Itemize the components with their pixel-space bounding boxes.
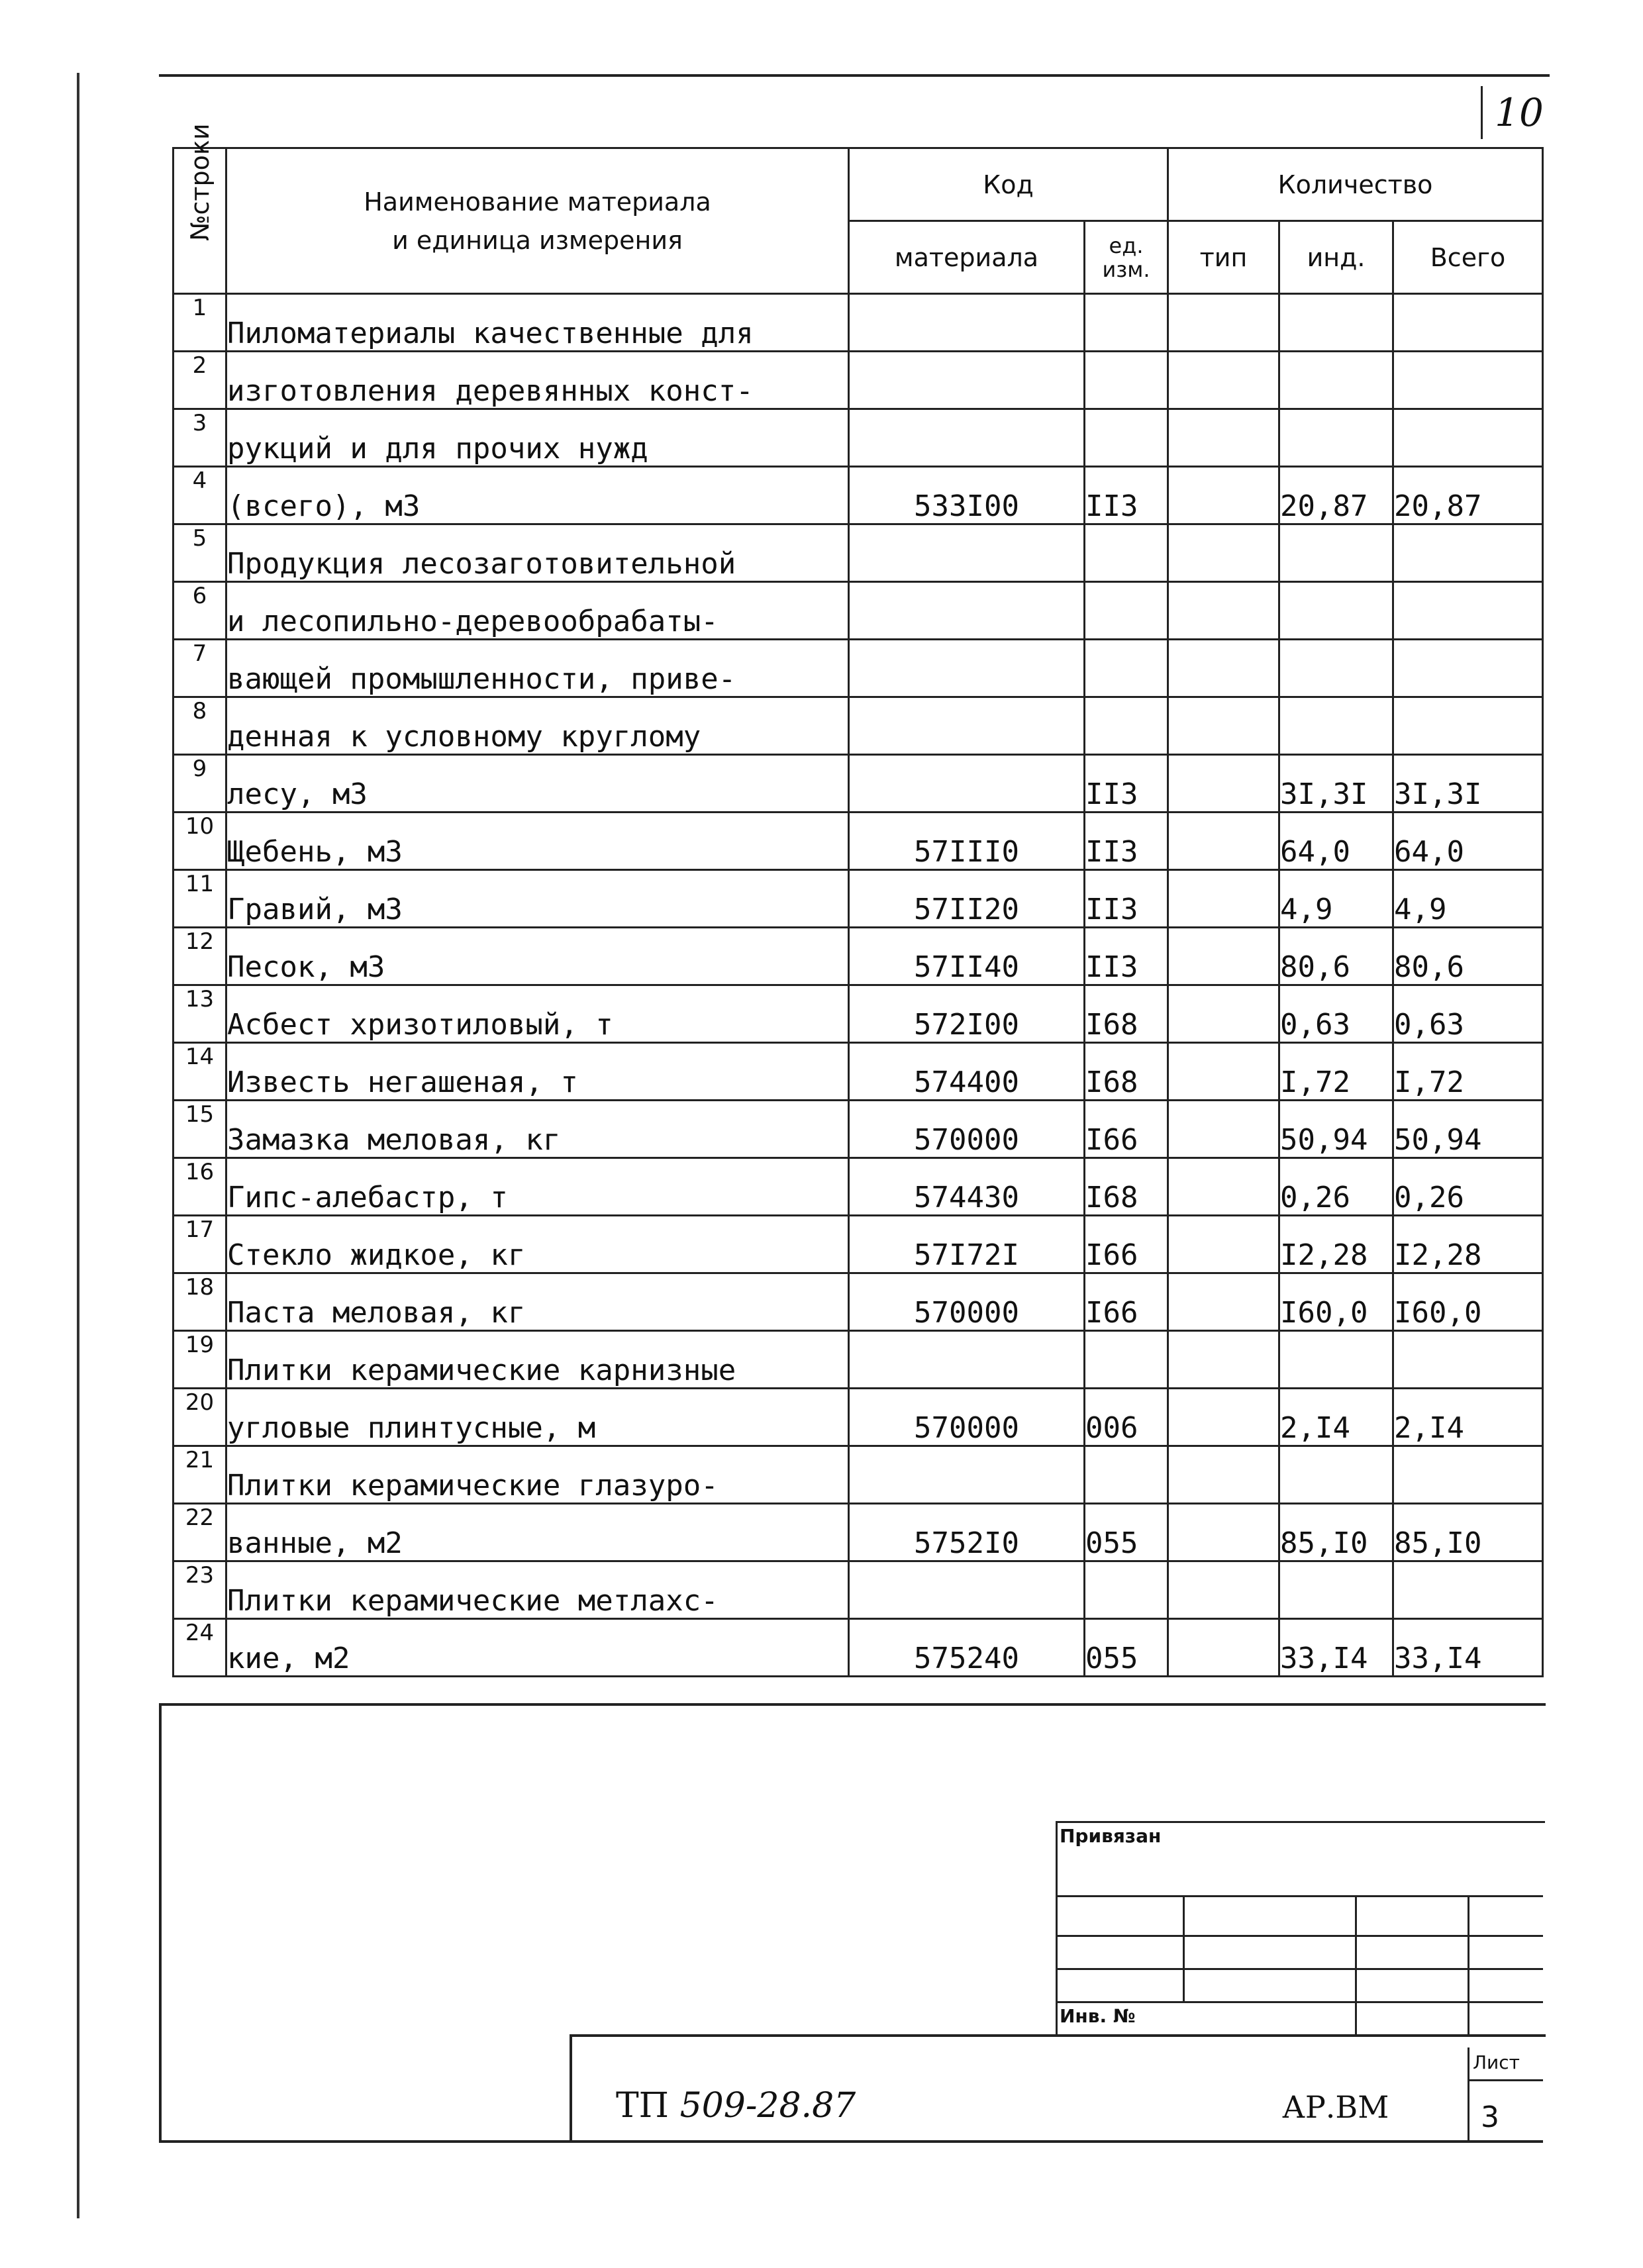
material-code (849, 524, 1085, 582)
qty-type (1168, 1331, 1279, 1389)
qty-ind (1279, 352, 1393, 409)
material-code: 574430 (849, 1158, 1085, 1216)
unit-code (1085, 697, 1168, 755)
row-number: 19 (174, 1331, 226, 1389)
row-number: 7 (174, 640, 226, 697)
qty-total: 80,6 (1393, 928, 1543, 985)
material-name: Пиломатериалы качественные для (226, 294, 849, 352)
unit-code: II3 (1085, 755, 1168, 813)
unit-code (1085, 1331, 1168, 1389)
material-code: 57III0 (849, 813, 1085, 870)
qty-ind: 50,94 (1279, 1101, 1393, 1158)
qty-type (1168, 467, 1279, 524)
qty-total: I60,0 (1393, 1273, 1543, 1331)
row-number: 4 (174, 467, 226, 524)
qty-type (1168, 582, 1279, 640)
material-code: 574400 (849, 1043, 1085, 1101)
qty-ind: 0,26 (1279, 1158, 1393, 1216)
row-number: 21 (174, 1446, 226, 1504)
table-row (174, 294, 1543, 352)
row-number: 8 (174, 697, 226, 755)
row-number: 10 (174, 813, 226, 870)
sheet-number: 3 (1481, 2100, 1499, 2134)
qty-total: I,72 (1393, 1043, 1543, 1101)
table-row (174, 1158, 1543, 1216)
material-name: (всего), м3 (226, 467, 849, 524)
stamp-line (1183, 1895, 1185, 2001)
unit-code (1085, 524, 1168, 582)
table-row (174, 582, 1543, 640)
material-code: 575240 (849, 1619, 1085, 1677)
qty-total (1393, 640, 1543, 697)
material-code (849, 294, 1085, 352)
material-code: 5752I0 (849, 1504, 1085, 1561)
material-code (849, 640, 1085, 697)
material-name: Гравий, м3 (226, 870, 849, 928)
qty-type (1168, 294, 1279, 352)
qty-type (1168, 409, 1279, 467)
row-number: 11 (174, 870, 226, 928)
header-code-group: Код (849, 148, 1168, 221)
unit-code: 006 (1085, 1389, 1168, 1446)
material-code: 57II40 (849, 928, 1085, 985)
table-row (174, 1561, 1543, 1619)
qty-total (1393, 1561, 1543, 1619)
table-row (174, 352, 1543, 409)
material-name: Продукция лесозаготовительной (226, 524, 849, 582)
stamp-line (1355, 1895, 1357, 2034)
qty-ind (1279, 524, 1393, 582)
material-code: 572I00 (849, 985, 1085, 1043)
material-code (849, 1561, 1085, 1619)
qty-type (1168, 1043, 1279, 1101)
qty-ind (1279, 640, 1393, 697)
header-row-no: №строки (174, 148, 226, 294)
sheet-label: Лист (1473, 2051, 1520, 2073)
stamp-bottom-rule (159, 2140, 1543, 2143)
unit-code: I68 (1085, 985, 1168, 1043)
qty-type (1168, 524, 1279, 582)
material-code: 570000 (849, 1389, 1085, 1446)
table-row (174, 1389, 1543, 1446)
unit-code (1085, 582, 1168, 640)
material-name: вающей промышленности, приве- (226, 640, 849, 697)
table-row (174, 1504, 1543, 1561)
header-qty-total: Всего (1393, 221, 1543, 294)
bound-label: Привязан (1060, 1825, 1162, 1847)
qty-type (1168, 1216, 1279, 1273)
stamp-line (1468, 1895, 1469, 2034)
row-number: 13 (174, 985, 226, 1043)
row-number: 2 (174, 352, 226, 409)
qty-type (1168, 1273, 1279, 1331)
header-qty-ind: инд. (1279, 221, 1393, 294)
row-number: 9 (174, 755, 226, 813)
unit-code: II3 (1085, 870, 1168, 928)
header-qty-type: тип (1168, 221, 1279, 294)
unit-code: II3 (1085, 813, 1168, 870)
material-name: Замазка меловая, кг (226, 1101, 849, 1158)
qty-total: 33,I4 (1393, 1619, 1543, 1677)
material-code: 570000 (849, 1273, 1085, 1331)
qty-ind (1279, 1446, 1393, 1504)
unit-code: I66 (1085, 1101, 1168, 1158)
table-row (174, 870, 1543, 928)
table-row (174, 697, 1543, 755)
material-name: ванные, м2 (226, 1504, 849, 1561)
row-number: 6 (174, 582, 226, 640)
table-row (174, 1273, 1543, 1331)
qty-ind: 20,87 (1279, 467, 1393, 524)
unit-code: 055 (1085, 1504, 1168, 1561)
material-name: Плитки керамические метлахс- (226, 1561, 849, 1619)
qty-total (1393, 352, 1543, 409)
row-number: 20 (174, 1389, 226, 1446)
qty-type (1168, 352, 1279, 409)
stamp-line (1056, 2001, 1543, 2003)
top-rule (159, 74, 1550, 77)
row-number: 16 (174, 1158, 226, 1216)
unit-code (1085, 352, 1168, 409)
material-name: Плитки керамические глазуро- (226, 1446, 849, 1504)
table-row (174, 928, 1543, 985)
material-code (849, 755, 1085, 813)
material-code: 533I00 (849, 467, 1085, 524)
qty-ind (1279, 1331, 1393, 1389)
material-code (849, 1331, 1085, 1389)
material-name: угловые плинтусные, м (226, 1389, 849, 1446)
unit-code (1085, 1446, 1168, 1504)
material-name: Гипс-алебастр, т (226, 1158, 849, 1216)
qty-total: 0,63 (1393, 985, 1543, 1043)
qty-ind: 4,9 (1279, 870, 1393, 928)
table-row (174, 524, 1543, 582)
qty-total: 2,I4 (1393, 1389, 1543, 1446)
row-number: 17 (174, 1216, 226, 1273)
material-code (849, 409, 1085, 467)
material-code: 570000 (849, 1101, 1085, 1158)
header-qty-group: Количество (1168, 148, 1543, 221)
material-name: Плитки керамические карнизные (226, 1331, 849, 1389)
unit-code: I66 (1085, 1273, 1168, 1331)
row-number: 3 (174, 409, 226, 467)
material-name: Стекло жидкое, кг (226, 1216, 849, 1273)
unit-code: 055 (1085, 1619, 1168, 1677)
unit-code: II3 (1085, 467, 1168, 524)
material-name: лесу, м3 (226, 755, 849, 813)
qty-type (1168, 1101, 1279, 1158)
table-row (174, 467, 1543, 524)
unit-code (1085, 1561, 1168, 1619)
qty-ind (1279, 582, 1393, 640)
qty-type (1168, 1504, 1279, 1561)
document-code: ТП 509-28.87 (616, 2086, 856, 2126)
qty-total (1393, 524, 1543, 582)
qty-ind: 33,I4 (1279, 1619, 1393, 1677)
table-row (174, 1101, 1543, 1158)
qty-total (1393, 1446, 1543, 1504)
qty-total: 3I,3I (1393, 755, 1543, 813)
qty-type (1168, 985, 1279, 1043)
stamp-line (1056, 1935, 1543, 1937)
qty-ind: 64,0 (1279, 813, 1393, 870)
qty-total (1393, 1331, 1543, 1389)
qty-type (1168, 928, 1279, 985)
qty-ind (1279, 1561, 1393, 1619)
qty-ind (1279, 294, 1393, 352)
material-name: денная к условному круглому (226, 697, 849, 755)
qty-ind: I60,0 (1279, 1273, 1393, 1331)
header-name: Наименование материала и единица измерения (226, 148, 849, 294)
binding-box (1056, 1821, 1545, 2036)
row-number: 23 (174, 1561, 226, 1619)
qty-type (1168, 1619, 1279, 1677)
stamp-line (1468, 2079, 1543, 2081)
qty-total (1393, 697, 1543, 755)
qty-total: 50,94 (1393, 1101, 1543, 1158)
qty-ind: I2,28 (1279, 1216, 1393, 1273)
material-name: рукций и для прочих нужд (226, 409, 849, 467)
table-row (174, 409, 1543, 467)
table-row (174, 1446, 1543, 1504)
qty-type (1168, 697, 1279, 755)
row-number: 12 (174, 928, 226, 985)
material-code: 57I72I (849, 1216, 1085, 1273)
qty-total: 64,0 (1393, 813, 1543, 870)
qty-ind: 0,63 (1279, 985, 1393, 1043)
unit-code: I66 (1085, 1216, 1168, 1273)
material-name: кие, м2 (226, 1619, 849, 1677)
qty-total: 85,I0 (1393, 1504, 1543, 1561)
qty-type (1168, 870, 1279, 928)
table-row (174, 755, 1543, 813)
materials-table (172, 123, 1544, 1677)
header-code-unit: ед. изм. (1085, 221, 1168, 294)
material-name: и лесопильно-деревообрабаты- (226, 582, 849, 640)
qty-type (1168, 1389, 1279, 1446)
qty-type (1168, 755, 1279, 813)
qty-ind: 2,I4 (1279, 1389, 1393, 1446)
table-row (174, 1619, 1543, 1677)
qty-type (1168, 1446, 1279, 1504)
unit-code (1085, 409, 1168, 467)
qty-type (1168, 1158, 1279, 1216)
header-code-material: материала (849, 221, 1085, 294)
qty-ind: 85,I0 (1279, 1504, 1393, 1561)
material-name: изготовления деревянных конст- (226, 352, 849, 409)
qty-ind (1279, 409, 1393, 467)
qty-total (1393, 582, 1543, 640)
material-code (849, 352, 1085, 409)
row-number: 1 (174, 294, 226, 352)
qty-type (1168, 640, 1279, 697)
inventory-label: Инв. № (1060, 2005, 1136, 2027)
qty-type (1168, 1561, 1279, 1619)
row-number: 22 (174, 1504, 226, 1561)
qty-ind: 80,6 (1279, 928, 1393, 985)
material-name: Песок, м3 (226, 928, 849, 985)
unit-code: II3 (1085, 928, 1168, 985)
material-code: 57II20 (849, 870, 1085, 928)
qty-total (1393, 409, 1543, 467)
material-name: Известь негашеная, т (226, 1043, 849, 1101)
material-code (849, 1446, 1085, 1504)
qty-ind: I,72 (1279, 1043, 1393, 1101)
row-number: 14 (174, 1043, 226, 1101)
unit-code: I68 (1085, 1158, 1168, 1216)
material-code (849, 582, 1085, 640)
table-row (174, 1043, 1543, 1101)
stamp-line (1056, 1895, 1543, 1897)
stamp-line (1056, 1968, 1543, 1970)
document-mark: АР.ВМ (1282, 2089, 1389, 2125)
row-number: 18 (174, 1273, 226, 1331)
qty-ind: 3I,3I (1279, 755, 1393, 813)
unit-code (1085, 640, 1168, 697)
unit-code (1085, 294, 1168, 352)
qty-total: 4,9 (1393, 870, 1543, 928)
qty-type (1168, 813, 1279, 870)
margin-line (77, 73, 79, 2218)
material-name: Щебень, м3 (226, 813, 849, 870)
material-name: Паста меловая, кг (226, 1273, 849, 1331)
row-number: 15 (174, 1101, 226, 1158)
table-row (174, 1331, 1543, 1389)
table-row (174, 985, 1543, 1043)
unit-code: I68 (1085, 1043, 1168, 1101)
table-row (174, 640, 1543, 697)
table-row (174, 1216, 1543, 1273)
qty-ind (1279, 697, 1393, 755)
row-number: 5 (174, 524, 226, 582)
qty-total: 20,87 (1393, 467, 1543, 524)
material-code (849, 697, 1085, 755)
qty-total: 0,26 (1393, 1158, 1543, 1216)
qty-total: I2,28 (1393, 1216, 1543, 1273)
material-name: Асбест хризотиловый, т (226, 985, 849, 1043)
qty-total (1393, 294, 1543, 352)
table-row (174, 813, 1543, 870)
row-number: 24 (174, 1619, 226, 1677)
page-number: 10 (1481, 86, 1556, 139)
